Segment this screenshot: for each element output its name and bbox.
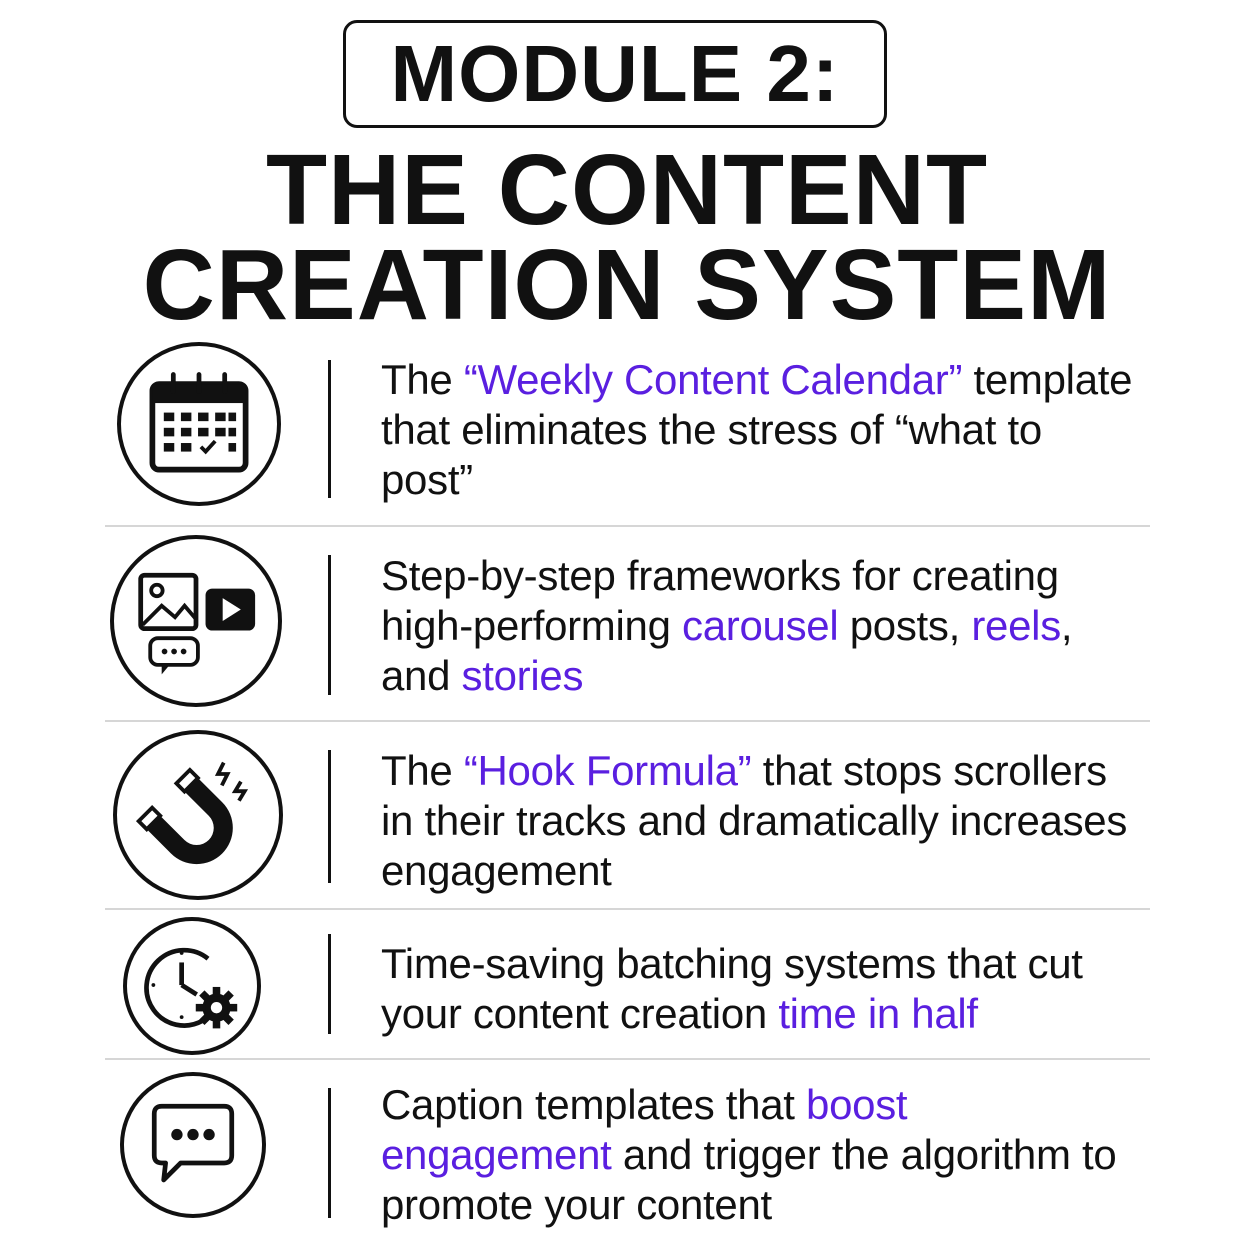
body-text: template that eliminates the stress of “what to post”	[381, 356, 1144, 503]
feature-row-captions	[105, 1062, 1150, 1232]
body-text: Step-by-step frameworks for creating high-performing	[381, 552, 1071, 649]
body-text: The	[381, 747, 464, 794]
chat-bubble-icon	[120, 1072, 266, 1218]
row-separator	[328, 750, 331, 883]
row-separator	[328, 360, 331, 498]
row-divider	[105, 525, 1150, 527]
highlight-text: reels	[971, 602, 1061, 649]
highlight-text: carousel	[682, 602, 839, 649]
feature-row-hook	[105, 725, 1150, 908]
row-separator	[328, 555, 331, 695]
body-text: posts,	[838, 602, 972, 649]
feature-text	[381, 746, 1141, 896]
row-separator	[328, 1088, 331, 1218]
module-label: MODULE 2:	[390, 29, 840, 118]
row-divider	[105, 1058, 1150, 1060]
page-title-line-1: THE CONTENT	[265, 134, 989, 246]
feature-text	[381, 939, 1141, 1039]
feature-row-media	[105, 530, 1150, 715]
highlight-text: “Weekly Content Calendar”	[463, 356, 963, 403]
feature-text	[381, 355, 1144, 505]
row-divider	[105, 720, 1150, 722]
highlight-text: stories	[461, 652, 584, 699]
page-title-line-2: CREATION SYSTEM	[142, 229, 1112, 341]
magnet-icon	[113, 730, 283, 900]
feature-text	[381, 1080, 1141, 1230]
media-icon	[110, 535, 282, 707]
row-divider	[105, 908, 1150, 910]
body-text: Time-saving batching systems that cut your content creation	[381, 940, 1095, 1037]
body-text: , and	[381, 602, 1084, 699]
feature-text	[381, 551, 1141, 701]
feature-row-batching	[105, 912, 1150, 1057]
body-text: The	[381, 356, 464, 403]
highlight-text: “Hook Formula”	[463, 747, 752, 794]
row-separator	[328, 934, 331, 1034]
feature-row-calendar	[105, 340, 1150, 520]
module-badge	[343, 20, 887, 128]
calendar-icon	[117, 342, 281, 506]
body-text: and trigger the algorithm to promote your content	[381, 1131, 1128, 1228]
highlight-text: boost engagement	[381, 1081, 919, 1178]
clock-gear-icon	[123, 917, 261, 1055]
body-text: that stops scrollers in their tracks and dramatically increases engagement	[381, 747, 1139, 894]
body-text: Caption templates that	[381, 1081, 807, 1128]
highlight-text: time in half	[778, 990, 978, 1037]
